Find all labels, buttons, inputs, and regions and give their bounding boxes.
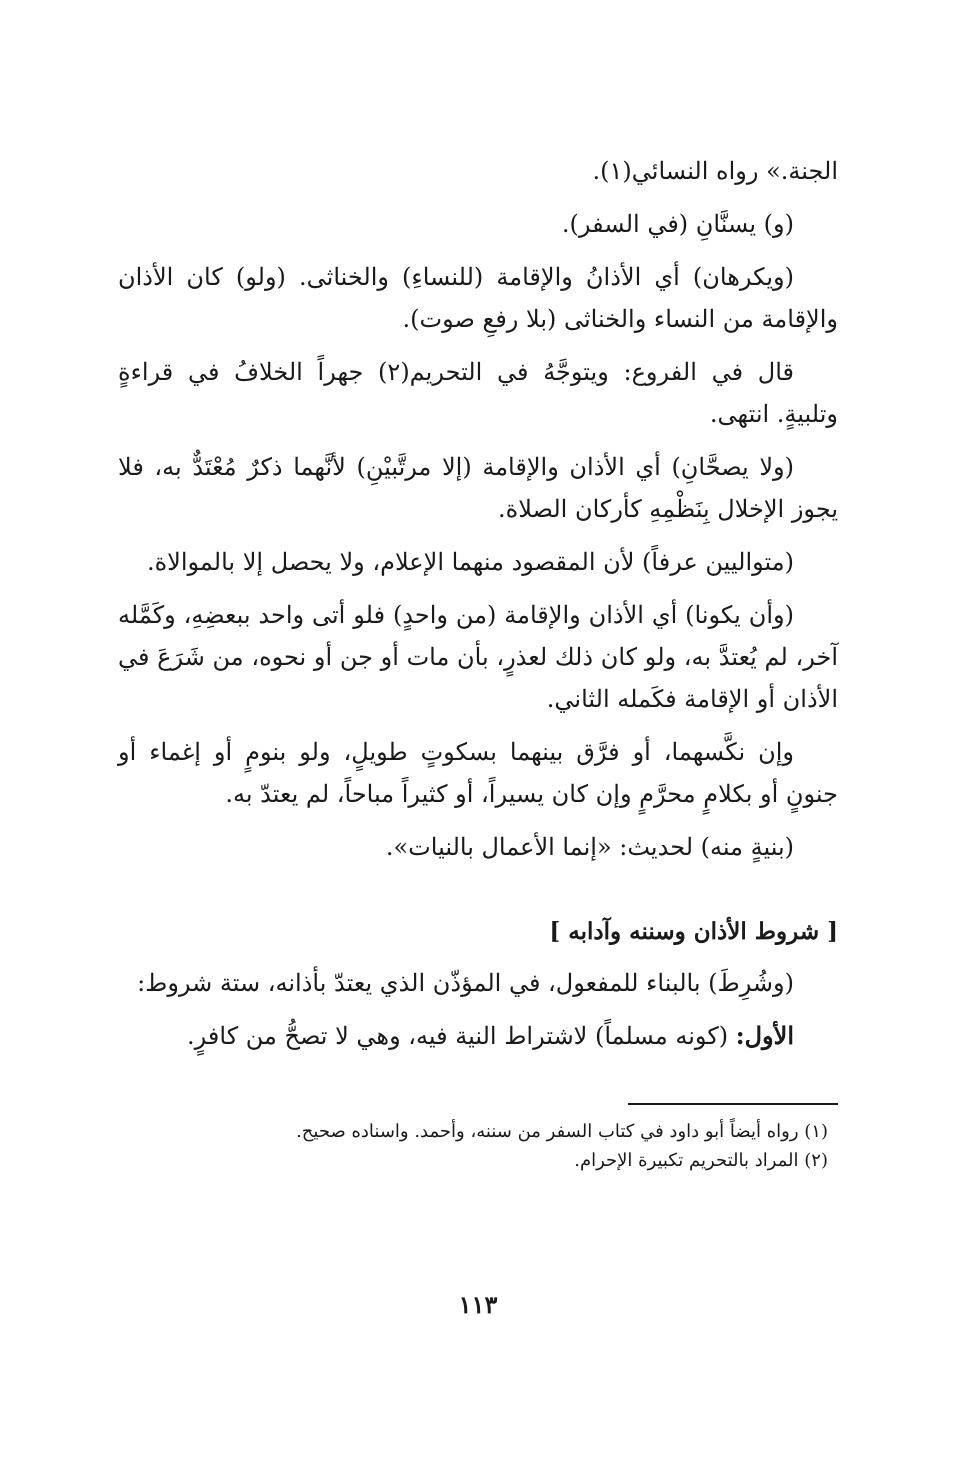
paragraph-reversal: وإن نكَّسهما، أو فرَّق بينهما بسكوتٍ طويلٍ، ولو بنومٍ أو إغماء أو جنونٍ أو بكلامٍ محرَّمٍ وإن كان يسيراً، أو كثيراً مباحاً، لم يعتدّ به. bbox=[118, 738, 838, 808]
paragraph-conditions: (وشُرِطَ) بالبناء للمفعول، في المؤذّن الذي يعتدّ بأذانه، ستة شروط: bbox=[137, 969, 794, 997]
paragraph-furu: قال في الفروع: ويتوجَّهُ في التحريم(٢) جهراً الخلافُ في قراءةٍ وتلبيةٍ. انتهى. bbox=[118, 358, 838, 428]
paragraph-continuity: (متواليين عرفاً) لأن المقصود منهما الإعلام، ولا يحصل إلا بالموالاة. bbox=[146, 548, 794, 576]
paragraph-one-person: (وأن يكونا) أي الأذان والإقامة (من واحدٍ) فلو أتى واحد ببعضِهِ، وكَمَّله آخر، لم يُعتدَّ به، ولو كان ذلك لعذرٍ، بأن مات أو جن أو نحوه، من شَرَعَ في الأذان أو الإقامة فكَمله الثاني. bbox=[118, 601, 838, 713]
footnote-2: (٢) المراد بالتحريم تكبيرة الإحرام. bbox=[574, 1150, 828, 1171]
footnote-1: (١) رواه أيضاً أبو داود في كتاب السفر من سننه، وأحمد. واسناده صحيح. bbox=[296, 1121, 828, 1142]
paragraph-travel: (و) يسنَّانِ (في السفر). bbox=[561, 210, 794, 238]
footnote-divider bbox=[628, 1103, 838, 1105]
paragraph-order: (ولا يصحَّانِ) أي الأذان والإقامة (إلا مرتَّبيْنِ) لأنَّهما ذكرٌ مُعْتَدٌّ به، فلا يجوز الإخلال بِنَظْمِهِ كأركان الصلاة. bbox=[118, 453, 838, 523]
paragraph-first-condition bbox=[118, 1015, 838, 1057]
paragraph-intention: (بنيةٍ منه) لحديث: «إنما الأعمال بالنيات». bbox=[385, 833, 794, 861]
paragraph-hadith-end: الجنة.» رواه النسائي(١). bbox=[592, 157, 838, 185]
paragraph-women: (ويكرهان) أي الأذانُ والإقامة (للنساءِ) والخناثى. (ولو) كان الأذان والإقامة من النساء والخناثى (بلا رفعِ صوت). bbox=[118, 263, 838, 333]
first-condition-lead: الأول: bbox=[735, 1021, 794, 1050]
page-number: ١١٣ bbox=[458, 1290, 498, 1319]
section-heading: [ شروط الأذان وسننه وآدابه ] bbox=[549, 918, 838, 945]
first-condition-text: (كونه مسلماً) لاشتراط النية فيه، وهي لا تصحُّ من كافرٍ. bbox=[187, 1022, 736, 1050]
